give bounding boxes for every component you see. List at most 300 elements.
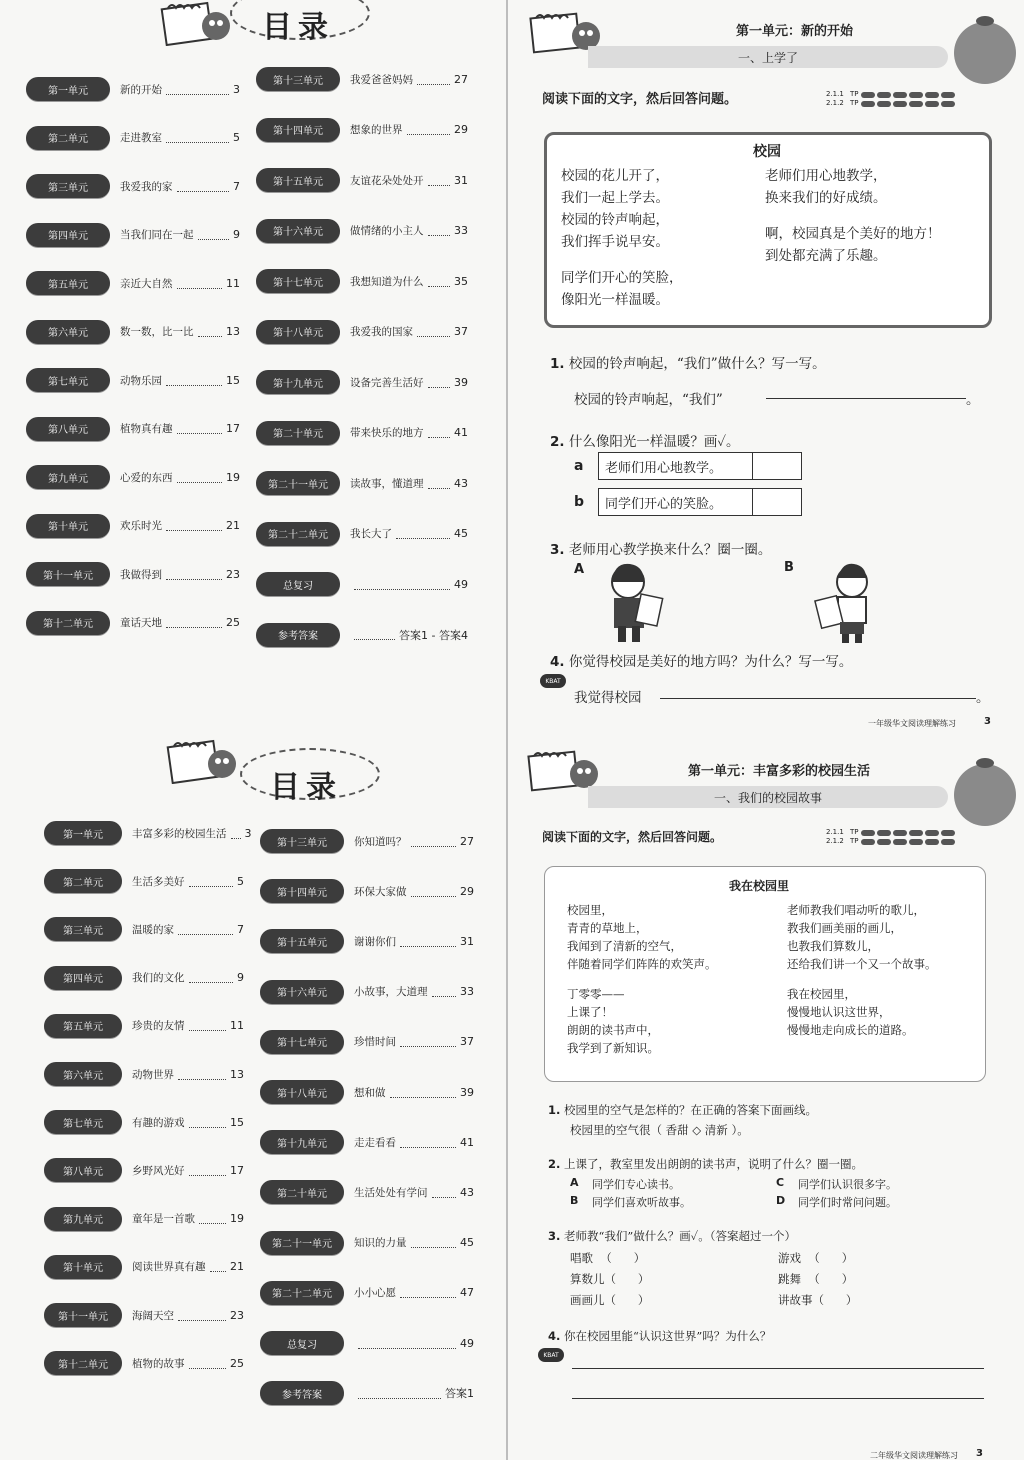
toc-page-number: 33	[460, 985, 474, 999]
toc-page-number: 7	[237, 922, 244, 936]
toc-page-number: 13	[226, 325, 240, 338]
unit-pill: 第十单元	[44, 1255, 122, 1279]
poem-line: 到处都充满了乐趣。	[765, 247, 887, 264]
toc-page-number: 35	[454, 274, 468, 288]
toc-page-number: 13	[230, 1067, 244, 1081]
toc-row[interactable]	[26, 173, 240, 199]
toc-page-number: 37	[460, 1035, 474, 1049]
toc-title: 目录	[270, 770, 342, 805]
toc-page-number: 5	[237, 874, 244, 888]
tick-box-a[interactable]	[752, 452, 802, 480]
dot-leader	[417, 74, 450, 85]
toc-page-number: 31	[460, 934, 474, 948]
toc-entry-title: 我长大了	[350, 528, 392, 540]
skill-code: 2.1.2	[826, 837, 844, 845]
unit-pill: 第十二单元	[44, 1351, 122, 1375]
unit-pill: 第七单元	[44, 1110, 122, 1134]
toc-row[interactable]	[260, 1179, 474, 1205]
poem-line: 我们挥手说早安。	[561, 234, 669, 250]
unit-pill: 第八单元	[44, 1158, 122, 1182]
toc-page-2	[0, 730, 506, 1460]
toc-entry-title: 生活多美好	[132, 875, 185, 888]
toc-row[interactable]	[256, 420, 468, 446]
option-label-b: b	[574, 494, 585, 510]
question-text: 上课了，教室里发出朗朗的读书声，说明了什么？圈一圈。	[564, 1157, 864, 1171]
dot-leader	[390, 1087, 457, 1098]
toc-page-number: 17	[226, 422, 240, 435]
kbat-badge: KBAT	[538, 1348, 564, 1362]
tick-item[interactable]: 算数儿（ ）	[570, 1272, 650, 1286]
q4-answer-line-2[interactable]	[572, 1398, 984, 1399]
tp-label: TP	[850, 99, 859, 107]
unit-pill: 第十五单元	[256, 168, 340, 192]
unit-pill: 第十单元	[26, 514, 110, 538]
dot-leader	[166, 84, 229, 95]
toc-page-number: 39	[454, 375, 468, 389]
poem-line: 我闻到了清新的空气，	[567, 939, 682, 953]
option-label[interactable]: C	[776, 1176, 785, 1189]
unit-pill: 第三单元	[44, 917, 122, 941]
toc-row[interactable]	[44, 1302, 244, 1328]
toc-row[interactable]	[26, 270, 240, 296]
toc-page-number: 49	[460, 1336, 474, 1350]
toc-row[interactable]	[256, 319, 468, 345]
unit-pill: 第十六单元	[260, 980, 344, 1004]
toc-page-number: 23	[230, 1308, 244, 1322]
dot-leader	[428, 427, 451, 438]
question-2	[548, 1156, 863, 1172]
tick-item[interactable]: 跳舞 （ ）	[778, 1272, 854, 1286]
toc-page-number: 9	[233, 228, 240, 241]
unit-pill: 第四单元	[26, 223, 110, 247]
unit-pill: 第八单元	[26, 417, 110, 441]
toc-page-number: 23	[226, 567, 240, 581]
poem-line: 我在校园里，	[787, 986, 856, 1001]
dot-leader	[396, 528, 450, 539]
q4-answer-prefix: 我觉得校园	[574, 690, 642, 706]
toc-page-number: 43	[454, 476, 468, 490]
toc-entry-title: 乡野风光好	[132, 1164, 185, 1177]
dot-leader	[166, 132, 229, 143]
dot-leader	[400, 1137, 456, 1148]
toc-row[interactable]	[256, 470, 468, 496]
toc-row[interactable]	[256, 117, 468, 143]
poem-line: 老师们用心地教学，	[765, 168, 887, 184]
toc-row[interactable]	[26, 76, 240, 102]
toc-page-number: 11	[226, 276, 240, 290]
dot-leader	[432, 1187, 457, 1198]
question-text: 你在校园里能“认识这世界”吗？为什么？	[564, 1329, 772, 1343]
tick-item[interactable]: 讲故事（ ）	[778, 1293, 858, 1307]
question-4	[548, 1328, 771, 1344]
dot-leader	[178, 1069, 226, 1080]
notepad-mascot-icon	[166, 738, 244, 784]
dot-leader	[177, 181, 230, 192]
dot-leader	[417, 326, 450, 337]
toc-title: 目录	[262, 10, 334, 45]
toc-row[interactable]	[26, 319, 240, 345]
toc-row[interactable]	[256, 622, 468, 648]
poem-line: 慢慢地走向成长的道路。	[787, 1022, 914, 1037]
poem-line: 慢慢地认识这世界，	[787, 1004, 891, 1019]
toc-entry-title: 童话天地	[120, 617, 162, 629]
toc-entry-title: 环保大家做	[354, 885, 407, 898]
dot-leader	[189, 1020, 227, 1031]
toc-row[interactable]	[256, 369, 468, 395]
toc-entry-title: 海阔天空	[132, 1309, 174, 1322]
footer-text: 二年级华文阅读理解练习	[870, 1451, 958, 1460]
unit-title: 第一单元：新的开始	[736, 24, 854, 39]
unit-pill: 第十一单元	[26, 562, 110, 586]
lesson-subtitle: 一、上学了	[588, 46, 948, 68]
toc-page-number: 33	[454, 224, 468, 237]
lesson-page-2	[508, 730, 1024, 1460]
toc-entry-title: 新的开始	[120, 83, 162, 96]
toc-entry-title: 想和做	[354, 1086, 386, 1099]
toc-row[interactable]	[44, 1206, 244, 1232]
unit-pill: 第二十二单元	[256, 522, 340, 546]
toc-page-number: 17	[230, 1163, 244, 1177]
toc-entry-title: 动物乐园	[120, 374, 162, 387]
q1-answer-line[interactable]	[766, 398, 966, 399]
poem-line: 啊，校园真是个美好的地方！	[765, 225, 941, 242]
toc-page-number: 15	[230, 1115, 244, 1129]
dot-leader	[189, 1117, 227, 1128]
tp-label: TP	[850, 837, 859, 845]
toc-row[interactable]	[256, 571, 468, 597]
toc-row[interactable]	[260, 928, 474, 954]
q4-answer-line[interactable]	[660, 698, 976, 699]
toc-row[interactable]	[260, 1380, 474, 1406]
dot-leader	[198, 229, 230, 240]
toc-page-number: 11	[230, 1019, 244, 1033]
toc-row[interactable]	[44, 868, 244, 894]
toc-row[interactable]	[44, 1350, 244, 1376]
toc-entry-title: 有趣的游戏	[132, 1116, 185, 1129]
unit-pill: 第二十一单元	[256, 471, 340, 495]
toc-row[interactable]	[44, 1061, 244, 1087]
option-text[interactable]: 同学们认识很多字。	[798, 1178, 897, 1191]
girl-with-report-card-icon[interactable]	[598, 560, 674, 644]
toc-entry-title: 阅读世界真有趣	[132, 1261, 206, 1274]
toc-row[interactable]	[256, 521, 468, 547]
toc-row[interactable]	[26, 367, 240, 393]
unit-pill: 第二十二单元	[260, 1281, 344, 1305]
question-4	[550, 650, 852, 670]
toc-row[interactable]	[44, 1254, 244, 1280]
unit-pill: 第十二单元	[26, 611, 110, 635]
unit-pill: 总复习	[256, 572, 340, 596]
dot-leader	[428, 175, 451, 186]
dot-leader	[166, 617, 222, 628]
unit-pill: 总复习	[260, 1331, 344, 1355]
question-number: 4.	[548, 1329, 561, 1343]
toc-entry-title: 当我们同在一起	[120, 229, 194, 241]
tomato-icon	[954, 22, 1016, 84]
poem-line: 校园里，	[567, 903, 613, 917]
toc-entry-title: 珍惜时间	[354, 1036, 396, 1049]
toc-entry-title: 读故事，懂道理	[350, 477, 424, 490]
dot-leader	[189, 972, 234, 983]
poem-left	[567, 901, 717, 1057]
unit-pill: 第九单元	[26, 465, 110, 489]
poem-line: 换来我们的好成绩。	[765, 190, 887, 206]
option-b-box: 同学们开心的笑脸。	[598, 488, 754, 516]
toc-page-number: 3	[244, 826, 252, 840]
poem-line: 我们一起上学去。	[561, 190, 669, 206]
toc-row[interactable]	[44, 1109, 244, 1135]
question-1	[550, 352, 826, 372]
toc-row[interactable]	[26, 222, 240, 248]
toc-row[interactable]	[256, 268, 468, 294]
toc-row[interactable]	[44, 965, 244, 991]
toc-entry-title: 丰富多彩的校园生活	[132, 827, 227, 840]
dot-leader	[407, 124, 451, 135]
toc-entry-title: 亲近大自然	[120, 277, 173, 290]
toc-page-1	[0, 0, 506, 730]
unit-pill: 第十四单元	[256, 118, 340, 142]
toc-entry-title: 小故事，大道理	[354, 986, 428, 999]
unit-pill: 第十四单元	[260, 879, 344, 903]
toc-page-number: 15	[226, 373, 240, 387]
question-number: 3.	[548, 1229, 561, 1243]
q1-sub: 校园里的空气很（ 香甜 ◇ 清新 ）。	[570, 1123, 749, 1137]
toc-entry-title: 你知道吗？	[354, 835, 407, 848]
tp-label: TP	[850, 90, 859, 98]
unit-pill: 第十六单元	[256, 219, 340, 243]
dot-leader	[400, 1036, 456, 1047]
skill-code: 2.1.1	[826, 90, 844, 98]
dot-leader	[358, 1338, 456, 1349]
toc-row[interactable]	[260, 1280, 474, 1306]
dot-leader	[411, 836, 457, 847]
question-number: 3.	[550, 542, 565, 558]
toc-entry-title: 我爱我的家	[120, 180, 173, 193]
option-text[interactable]: 同学们时常问问题。	[798, 1196, 897, 1209]
footer-text: 一年级华文阅读理解练习	[868, 719, 956, 728]
unit-pill: 第十七单元	[260, 1030, 344, 1054]
dot-leader	[177, 423, 223, 434]
toc-page-number: 31	[454, 173, 468, 187]
toc-page-number: 21	[226, 519, 240, 532]
toc-row[interactable]	[44, 916, 244, 942]
unit-pill: 第一单元	[26, 77, 110, 101]
question-number: 2.	[548, 1157, 561, 1171]
toc-page-number: 45	[460, 1236, 474, 1250]
toc-entry-title: 珍贵的友情	[132, 1020, 185, 1033]
unit-pill: 第二十单元	[260, 1180, 344, 1204]
reading-passage-box	[544, 132, 992, 328]
toc-row[interactable]	[260, 878, 474, 904]
passage-title: 校园	[753, 144, 781, 160]
dot-leader	[189, 1165, 227, 1176]
lesson-page-1	[508, 0, 1024, 730]
dot-leader	[166, 375, 222, 386]
toc-entry-title: 欢乐时光	[120, 520, 162, 532]
question-text: 老师教“我们”做什么？画✓。（答案超过一个）	[564, 1229, 796, 1243]
toc-row[interactable]	[256, 167, 468, 193]
toc-page-number: 9	[237, 971, 244, 985]
poem-line: 伴随着同学们阵阵的欢笑声。	[567, 957, 717, 971]
toc-page-number: 37	[454, 325, 468, 338]
toc-page-number: 3	[233, 82, 240, 96]
toc-entry-title: 数一数，比一比	[120, 326, 194, 338]
question-2	[550, 430, 740, 450]
question-text: 校园的铃声响起，“我们”做什么？写一写。	[568, 356, 826, 372]
dot-leader	[428, 377, 451, 388]
toc-row[interactable]	[260, 1079, 474, 1105]
toc-row[interactable]	[260, 979, 474, 1005]
toc-row[interactable]	[26, 464, 240, 490]
q4-answer-line-1[interactable]	[572, 1368, 984, 1369]
toc-entry-title: 童年是一首歌	[132, 1213, 195, 1226]
dot-leader	[358, 1388, 441, 1399]
poem-line	[787, 973, 937, 985]
poem-right	[787, 901, 937, 1039]
unit-pill: 第三单元	[26, 174, 110, 198]
dot-leader	[354, 579, 450, 590]
poem-line	[765, 209, 941, 223]
toc-page-number: 27	[454, 72, 468, 86]
dot-leader	[199, 1213, 226, 1224]
toc-row[interactable]	[26, 561, 240, 587]
toc-page-number: 47	[460, 1286, 474, 1300]
toc-page-number: 45	[454, 527, 468, 540]
unit-pill: 第二十单元	[256, 421, 340, 445]
toc-row[interactable]	[260, 828, 474, 854]
unit-pill: 第二十一单元	[260, 1231, 344, 1255]
poem-line: 老师教我们唱动听的歌儿，	[787, 903, 925, 917]
toc-row[interactable]	[26, 416, 240, 442]
tp-label: TP	[850, 828, 859, 836]
toc-entry-title: 动物世界	[132, 1068, 174, 1081]
poem-line: 同学们开心的笑脸，	[561, 269, 683, 286]
dot-leader	[178, 924, 233, 935]
toc-entry-title: 我做得到	[120, 568, 162, 581]
poem-right	[765, 165, 941, 267]
toc-row[interactable]	[256, 218, 468, 244]
unit-pill: 第十七单元	[256, 269, 340, 293]
toc-row[interactable]	[26, 125, 240, 151]
unit-pill: 第五单元	[26, 271, 110, 295]
toc-row[interactable]	[260, 1330, 474, 1356]
unit-pill: 第十三单元	[256, 67, 340, 91]
toc-row[interactable]	[260, 1230, 474, 1256]
option-a-box: 老师们用心地教学。	[598, 452, 754, 480]
toc-entry-title: 我们的文化	[132, 972, 185, 985]
tick-box-b[interactable]	[752, 488, 802, 516]
option-text[interactable]: 同学们喜欢听故事。	[592, 1196, 691, 1209]
poem-line: 青青的草地上，	[567, 921, 648, 935]
question-number: 1.	[550, 356, 565, 372]
unit-pill: 第六单元	[44, 1062, 122, 1086]
unit-pill: 第十八单元	[260, 1080, 344, 1104]
tick-item[interactable]: 画画儿（ ）	[570, 1293, 650, 1307]
unit-pill: 第四单元	[44, 966, 122, 990]
toc-page-number: 41	[460, 1135, 474, 1149]
toc-row[interactable]	[256, 66, 468, 92]
dot-leader	[198, 326, 223, 337]
toc-entry-title: 做情绪的小主人	[350, 225, 424, 237]
reading-passage-box	[544, 866, 986, 1082]
unit-pill: 第十三单元	[260, 829, 344, 853]
page-number: 3	[984, 716, 991, 727]
toc-page-number: 39	[460, 1085, 474, 1099]
unit-pill: 第七单元	[26, 368, 110, 392]
question-number: 2.	[550, 434, 565, 450]
q1-answer-prefix: 校园的铃声响起，“我们”	[574, 392, 723, 408]
dot-leader	[189, 876, 234, 887]
kbat-badge: KBAT	[540, 674, 566, 688]
instruction: 阅读下面的文字，然后回答问题。	[542, 830, 723, 844]
page-number: 3	[976, 1448, 983, 1459]
skill-codes	[826, 90, 955, 108]
toc-entry-title: 谢谢你们	[354, 935, 396, 948]
dot-leader	[411, 886, 457, 897]
toc-entry-title: 走进教室	[120, 132, 162, 144]
dot-leader	[400, 936, 456, 947]
question-number: 4.	[550, 654, 565, 670]
toc-entry-title: 友谊花朵处处开	[350, 174, 424, 187]
toc-page-number: 5	[233, 131, 240, 144]
option-label[interactable]: A	[570, 1176, 579, 1189]
toc-page-number: 19	[230, 1212, 244, 1226]
toc-page-number: 7	[233, 179, 240, 193]
skill-codes	[826, 828, 955, 846]
option-text[interactable]: 同学们专心读书。	[592, 1178, 680, 1191]
unit-pill: 第二单元	[26, 126, 110, 150]
dot-leader	[178, 1310, 226, 1321]
toc-page-number: 43	[460, 1185, 474, 1199]
toc-row[interactable]	[26, 610, 240, 636]
toc-entry-title: 心爱的东西	[120, 471, 173, 484]
toc-row[interactable]	[26, 513, 240, 539]
toc-page-number: 21	[230, 1260, 244, 1274]
toc-row[interactable]	[260, 1029, 474, 1055]
toc-page-number: 答案1 - 答案4	[399, 628, 468, 642]
toc-entry-title: 温暖的家	[132, 923, 174, 936]
toc-row[interactable]	[44, 820, 252, 846]
toc-page-number: 29	[460, 884, 474, 898]
toc-entry-title: 生活处处有学问	[354, 1186, 428, 1199]
option-label-a: a	[574, 458, 584, 474]
spread-2	[0, 730, 1024, 1460]
toc-page-number: 29	[454, 123, 468, 136]
poem-line: 我学到了新知识。	[567, 1040, 659, 1055]
toc-row[interactable]	[260, 1129, 474, 1155]
option-label-b: B	[784, 560, 794, 575]
option-label[interactable]: B	[570, 1194, 579, 1207]
tick-item[interactable]: 唱歌 （ ）	[570, 1251, 646, 1265]
unit-pill: 第十八单元	[256, 320, 340, 344]
option-label[interactable]: D	[776, 1194, 786, 1207]
toc-row[interactable]	[44, 1157, 244, 1183]
toc-row[interactable]	[44, 1013, 244, 1039]
toc-entry-title: 知识的力量	[354, 1237, 407, 1250]
tick-item[interactable]: 游戏 （ ）	[778, 1251, 854, 1265]
toc-entry-title: 小小心愿	[354, 1287, 396, 1300]
boy-with-report-card-icon[interactable]	[808, 560, 884, 644]
notepad-mascot-icon	[160, 0, 238, 46]
dot-leader	[166, 569, 222, 580]
toc-page-number: 27	[460, 834, 474, 848]
poem-line: 朗朗的读书声中，	[567, 1022, 659, 1037]
unit-pill: 第二单元	[44, 869, 122, 893]
dot-leader	[411, 1237, 457, 1248]
question-text: 你觉得校园是美好的地方吗？为什么？写一写。	[568, 654, 853, 670]
dot-leader	[432, 986, 457, 997]
toc-page-number: 25	[226, 616, 240, 629]
